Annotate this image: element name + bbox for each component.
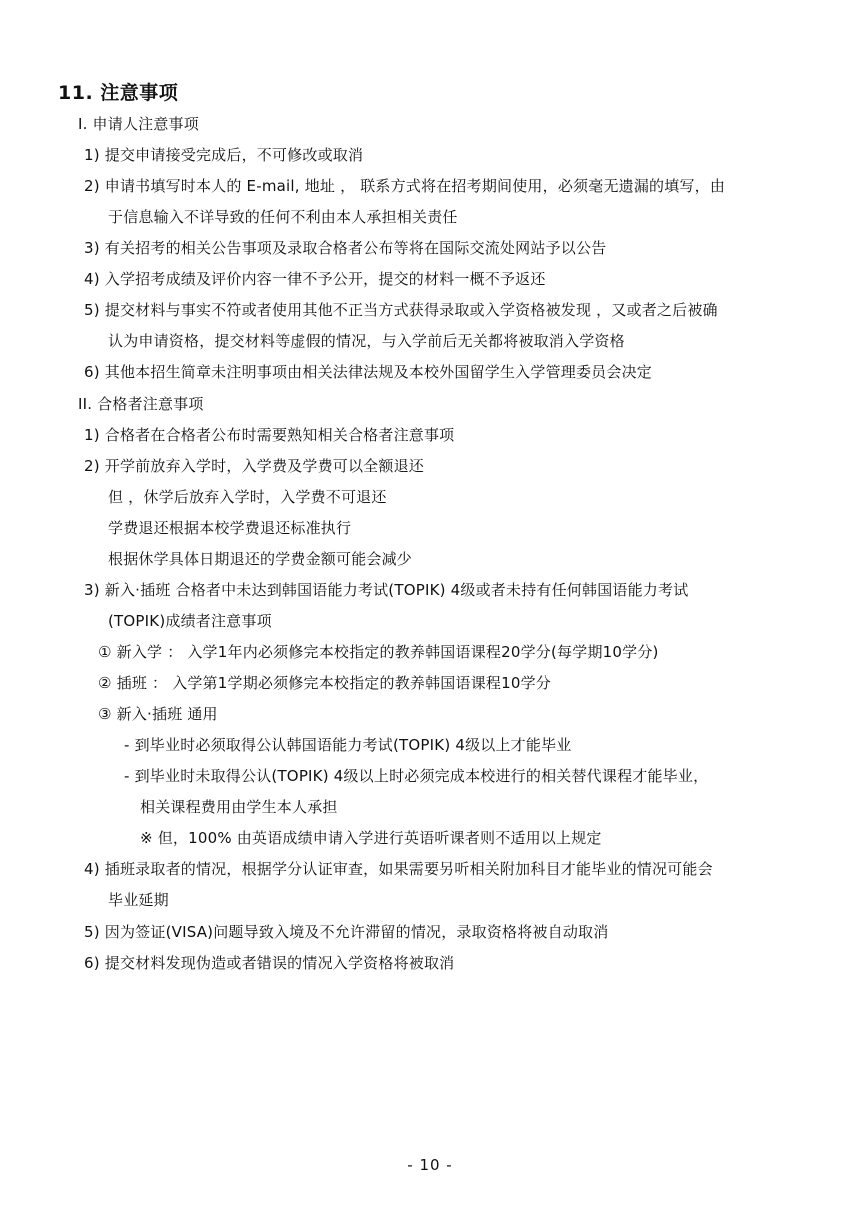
bullet-item [124, 766, 708, 786]
item-number: 1) [84, 426, 100, 444]
page-number: - 10 - [407, 1156, 453, 1174]
item-number: 3) [84, 581, 100, 599]
list-item [84, 922, 608, 942]
bullet-item [124, 735, 572, 755]
sub-item [98, 704, 218, 724]
bullet-text-continued: 相关课程费用由学生本人承担 [140, 798, 338, 816]
part2-title: II. 合格者注意事项 [78, 395, 204, 413]
sub-item-text: 新入学 ： 入学1年内必须修完本校指定的教养韩国语课程20学分(每学期10学分) [116, 643, 659, 661]
bullet-text: 到毕业时未取得公认(TOPIK) 4级以上时必须完成本校进行的相关替代课程才能毕业， [134, 767, 709, 785]
list-item [84, 859, 713, 879]
item-number: 6) [84, 954, 100, 972]
note: ※ 但，100% 由英语成绩申请入学进行英语听课者则不适用以上规定 [140, 829, 602, 847]
item-text-continued: 认为申请资格，提交材料等虚假的情况，与入学前后无关都将被取消入学资格 [108, 332, 625, 350]
list-item [84, 176, 725, 196]
item-text-continued: 根据休学具体日期退还的学费金额可能会减少 [108, 550, 413, 568]
list-item [84, 362, 652, 382]
dash-bullet: - [124, 736, 130, 754]
item-number: 4) [84, 270, 100, 288]
item-number: 1) [84, 146, 100, 164]
item-text: 合格者在合格者公布时需要熟知相关合格者注意事项 [104, 426, 455, 444]
item-text: 入学招考成绩及评价内容一律不予公开，提交的材料一概不予返还 [104, 270, 546, 288]
item-text-continued: 毕业延期 [108, 891, 169, 909]
dash-bullet: - [124, 767, 130, 785]
item-number: 2) [84, 177, 100, 195]
item-number: 2) [84, 457, 100, 475]
item-text: 开学前放弃入学时，入学费及学费可以全额退还 [104, 457, 424, 475]
sub-item [98, 642, 659, 662]
item-text: 新入·插班 合格者中未达到韩国语能力考试(TOPIK) 4级或者未持有任何韩国语能力考试 [104, 581, 689, 599]
section-title: 11. 注意事项 [58, 82, 179, 104]
item-text: 因为签证(VISA)问题导致入境及不允许滞留的情况，录取资格将被自动取消 [104, 923, 609, 941]
item-text: 提交材料发现伪造或者错误的情况入学资格将被取消 [104, 954, 455, 972]
item-number: 4) [84, 860, 100, 878]
list-item [84, 953, 454, 973]
item-text: 提交申请接受完成后，不可修改或取消 [104, 146, 364, 164]
sub-item-text: 插班 ： 入学第1学期必须修完本校指定的教养韩国语课程10学分 [116, 674, 551, 692]
list-item [84, 300, 718, 320]
sub-item-text: 新入·插班 通用 [116, 705, 218, 723]
item-text: 插班录取者的情况，根据学分认证审查，如果需要另听相关附加科目才能毕业的情况可能会 [104, 860, 713, 878]
item-number: 6) [84, 363, 100, 381]
list-item [84, 269, 546, 289]
list-item [84, 456, 424, 476]
item-text: 其他本招生简章未注明事项由相关法律法规及本校外国留学生入学管理委员会决定 [104, 363, 652, 381]
list-item [84, 580, 688, 600]
item-number: 5) [84, 923, 100, 941]
circled-number: ① [98, 643, 112, 661]
circled-number: ③ [98, 705, 112, 723]
part1-title: I. 申请人注意事项 [78, 115, 199, 133]
circled-number: ② [98, 674, 112, 692]
item-text-continued: (TOPIK)成绩者注意事项 [108, 612, 272, 630]
item-text-continued: 于信息输入不详导致的任何不利由本人承担相关责任 [108, 208, 458, 226]
item-text: 申请书填写时本人的 E-mail, 地址 ， 联系方式将在招考期间使用，必须毫无遗漏的填写，由 [104, 177, 726, 195]
list-item [84, 145, 363, 165]
item-text: 有关招考的相关公告事项及录取合格者公布等将在国际交流处网站予以公告 [104, 239, 607, 257]
list-item [84, 425, 454, 445]
item-text-continued: 但 ，休学后放弃入学时，入学费不可退还 [108, 488, 387, 506]
sub-item [98, 673, 551, 693]
item-number: 5) [84, 301, 100, 319]
item-text: 提交材料与事实不符或者使用其他不正当方式获得录取或入学资格被发现 ，又或者之后被确 [104, 301, 718, 319]
item-number: 3) [84, 239, 100, 257]
item-text-continued: 学费退还根据本校学费退还标准执行 [108, 519, 352, 537]
bullet-text: 到毕业时必须取得公认韩国语能力考试(TOPIK) 4级以上才能毕业 [134, 736, 572, 754]
list-item [84, 238, 606, 258]
